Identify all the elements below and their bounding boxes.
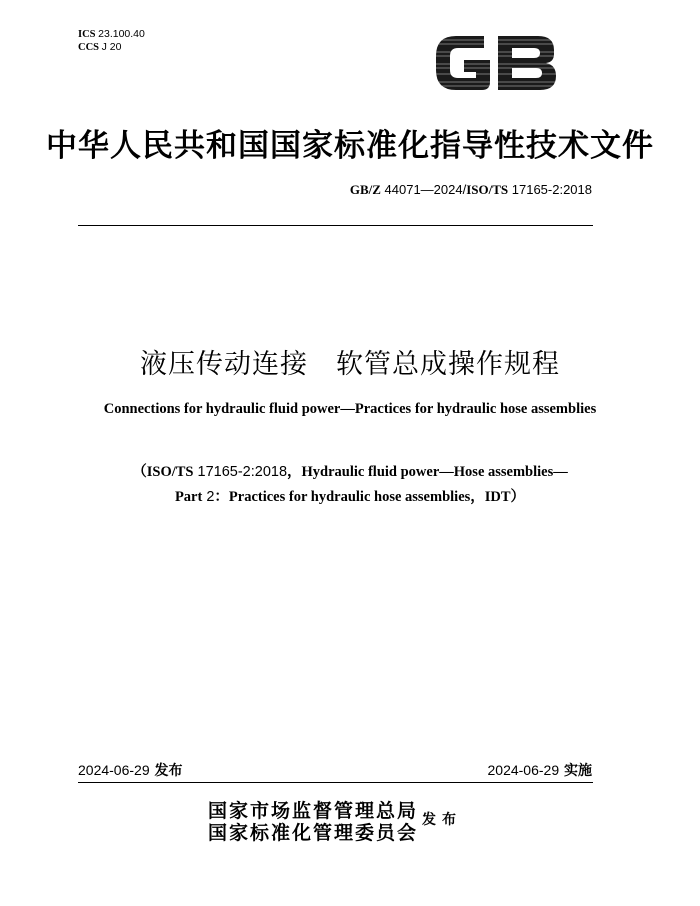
equivalence-part-label: Part: [174, 489, 203, 505]
issue-action: 发布: [149, 763, 183, 779]
classification-codes: [78, 28, 145, 54]
equivalence-part-number: 2: [202, 489, 215, 505]
issue-date: [78, 760, 183, 780]
english-title: Connections for hydraulic fluid power—Practices for hydraulic hose assemblies: [103, 401, 597, 417]
issuing-body: 国家市场监督管理总局: [208, 800, 419, 822]
issuing-body: 国家标准化管理委员会: [208, 822, 419, 844]
chinese-title-part2: 软管总成操作规程: [336, 349, 560, 380]
issue-date-value: 2024-06-29: [78, 762, 150, 778]
equivalence-iso-title: ，Hydraulic fluid power—Hose assemblies—: [287, 464, 568, 480]
standard-number: [350, 182, 592, 198]
ics-label: ICS: [78, 29, 96, 40]
chinese-title-part1: 液压传动连接: [140, 349, 308, 380]
equivalence-line-2: [0, 485, 700, 510]
iso-number-value: 17165-2:2018: [508, 182, 592, 197]
issuer-title: 中华人民共和国国家标准化指导性技术文件: [46, 128, 654, 164]
equivalence-line-1: [0, 460, 700, 485]
issuing-bodies: [208, 800, 418, 844]
ccs-label: CCS: [78, 42, 100, 53]
std-prefix: GB/Z: [349, 182, 381, 197]
ccs-code: [78, 41, 145, 54]
chinese-title: [0, 342, 700, 381]
gb-logo-icon: [430, 30, 560, 96]
publish-label: 发布: [422, 812, 462, 828]
ccs-value: J 20: [101, 41, 122, 53]
std-number-value: 44071—2024/: [380, 182, 467, 197]
ics-value: 23.100.40: [98, 28, 145, 40]
equivalence-iso-number: 17165-2:2018: [193, 464, 288, 480]
top-divider: [78, 225, 593, 226]
bottom-divider: [78, 782, 593, 783]
equivalence-part-title: ：Practices for hydraulic hose assemblies，IDT）: [214, 489, 526, 505]
equivalence-iso-prefix: （ISO/TS: [132, 464, 194, 480]
implementation-date: [488, 760, 593, 780]
ics-code: [78, 28, 145, 41]
iso-prefix: ISO/TS: [466, 182, 509, 197]
implementation-action: 实施: [559, 763, 592, 779]
implementation-date-value: 2024-06-29: [487, 762, 560, 778]
equivalence-statement: [0, 460, 700, 510]
